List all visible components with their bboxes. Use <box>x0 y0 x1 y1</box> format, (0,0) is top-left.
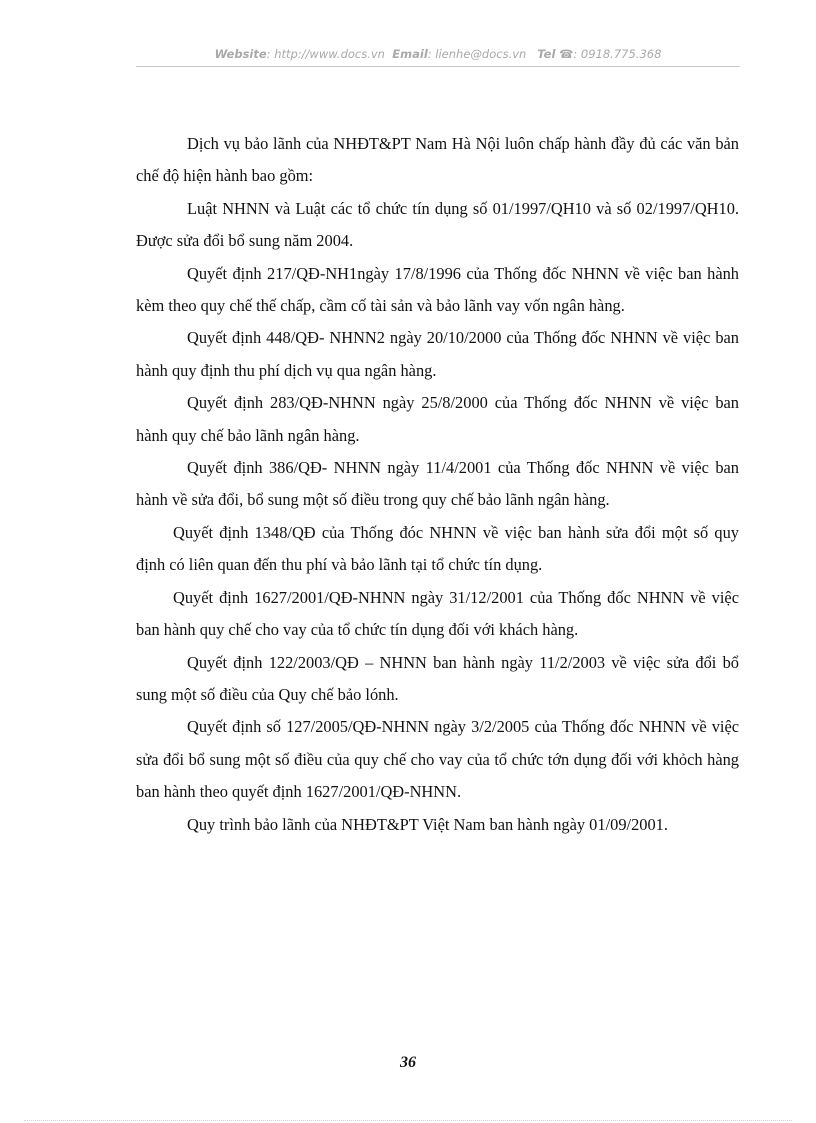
paragraph-decision-386: Quyết định 386/QĐ- NHNN ngày 11/4/2001 của Thống đốc NHNN về việc ban hành về sửa đổi, bổ sung một số điều trong quy chế bảo lãnh ngân hàng. <box>136 458 739 510</box>
website-label: Website <box>214 47 267 61</box>
header-divider <box>136 66 740 67</box>
paragraph-decision-217: Quyết định 217/QĐ-NH1ngày 17/8/1996 của Thống đốc NHNN về việc ban hành kèm theo quy chế thế chấp, cầm cố tài sản và bảo lãnh vay vốn ngân hàng. <box>136 263 739 316</box>
email-value: : lienhe@docs.vn <box>427 47 527 61</box>
page-number: 36 <box>400 1054 416 1071</box>
paragraph-intro: Dịch vụ bảo lãnh của NHĐT&PT Nam Hà Nội luôn chấp hành đầy đủ các văn bản chế độ hiện hành bao gồm: <box>136 134 739 186</box>
tel-label: Tel <box>537 47 556 61</box>
paragraph-decision-122: Quyết định 122/2003/QĐ – NHNN ban hành ngày 11/2/2003 về việc sửa đổi bổ sung một số điều của Quy chế bảo lónh. <box>136 652 739 704</box>
paragraph-decision-1348: Quyết định 1348/QĐ của Thống đóc NHNN về việc ban hành sửa đổi một số quy định có liên quan đến thu phí và bảo lãnh tại tổ chức tín dụng. <box>136 522 739 575</box>
phone-icon: ☎ <box>559 47 574 61</box>
website-value: : http://www.docs.vn <box>266 47 385 61</box>
paragraph-decision-283: Quyết định 283/QĐ-NHNN ngày 25/8/2000 của Thống đốc NHNN về việc ban hành quy chế bảo lãnh ngân hàng. <box>136 393 739 445</box>
paragraph-decision-1627: Quyết định 1627/2001/QĐ-NHNN ngày 31/12/2001 của Thống đốc NHNN về việc ban hành quy chế cho vay của tổ chức tín dụng đối với khách hàng. <box>136 587 739 640</box>
paragraph-procedure: Quy trình bảo lãnh của NHĐT&PT Việt Nam ban hành ngày 01/09/2001. <box>187 814 668 834</box>
footer-divider <box>24 1120 792 1121</box>
document-body <box>136 128 739 841</box>
paragraph-decision-127: Quyết định số 127/2005/QĐ-NHNN ngày 3/2/2005 của Thống đốc NHNN về việc sửa đổi bổ sung một số điều của quy chế cho vay của tổ chức tớn dụng đối với khỏch hàng ban hành theo quyết định 1627/2001/QĐ-NHNN. <box>136 717 739 802</box>
tel-value: : 0918.775.368 <box>573 47 662 61</box>
page-header <box>136 47 740 61</box>
email-label: Email <box>392 47 428 61</box>
paragraph-law: Luật NHNN và Luật các tổ chức tín dụng số 01/1997/QH10 và số 02/1997/QH10. Được sửa đổi bổ sung năm 2004. <box>136 198 739 251</box>
paragraph-decision-448: Quyết định 448/QĐ- NHNN2 ngày 20/10/2000 của Thống đốc NHNN về việc ban hành quy định thu phí dịch vụ qua ngân hàng. <box>136 328 739 380</box>
